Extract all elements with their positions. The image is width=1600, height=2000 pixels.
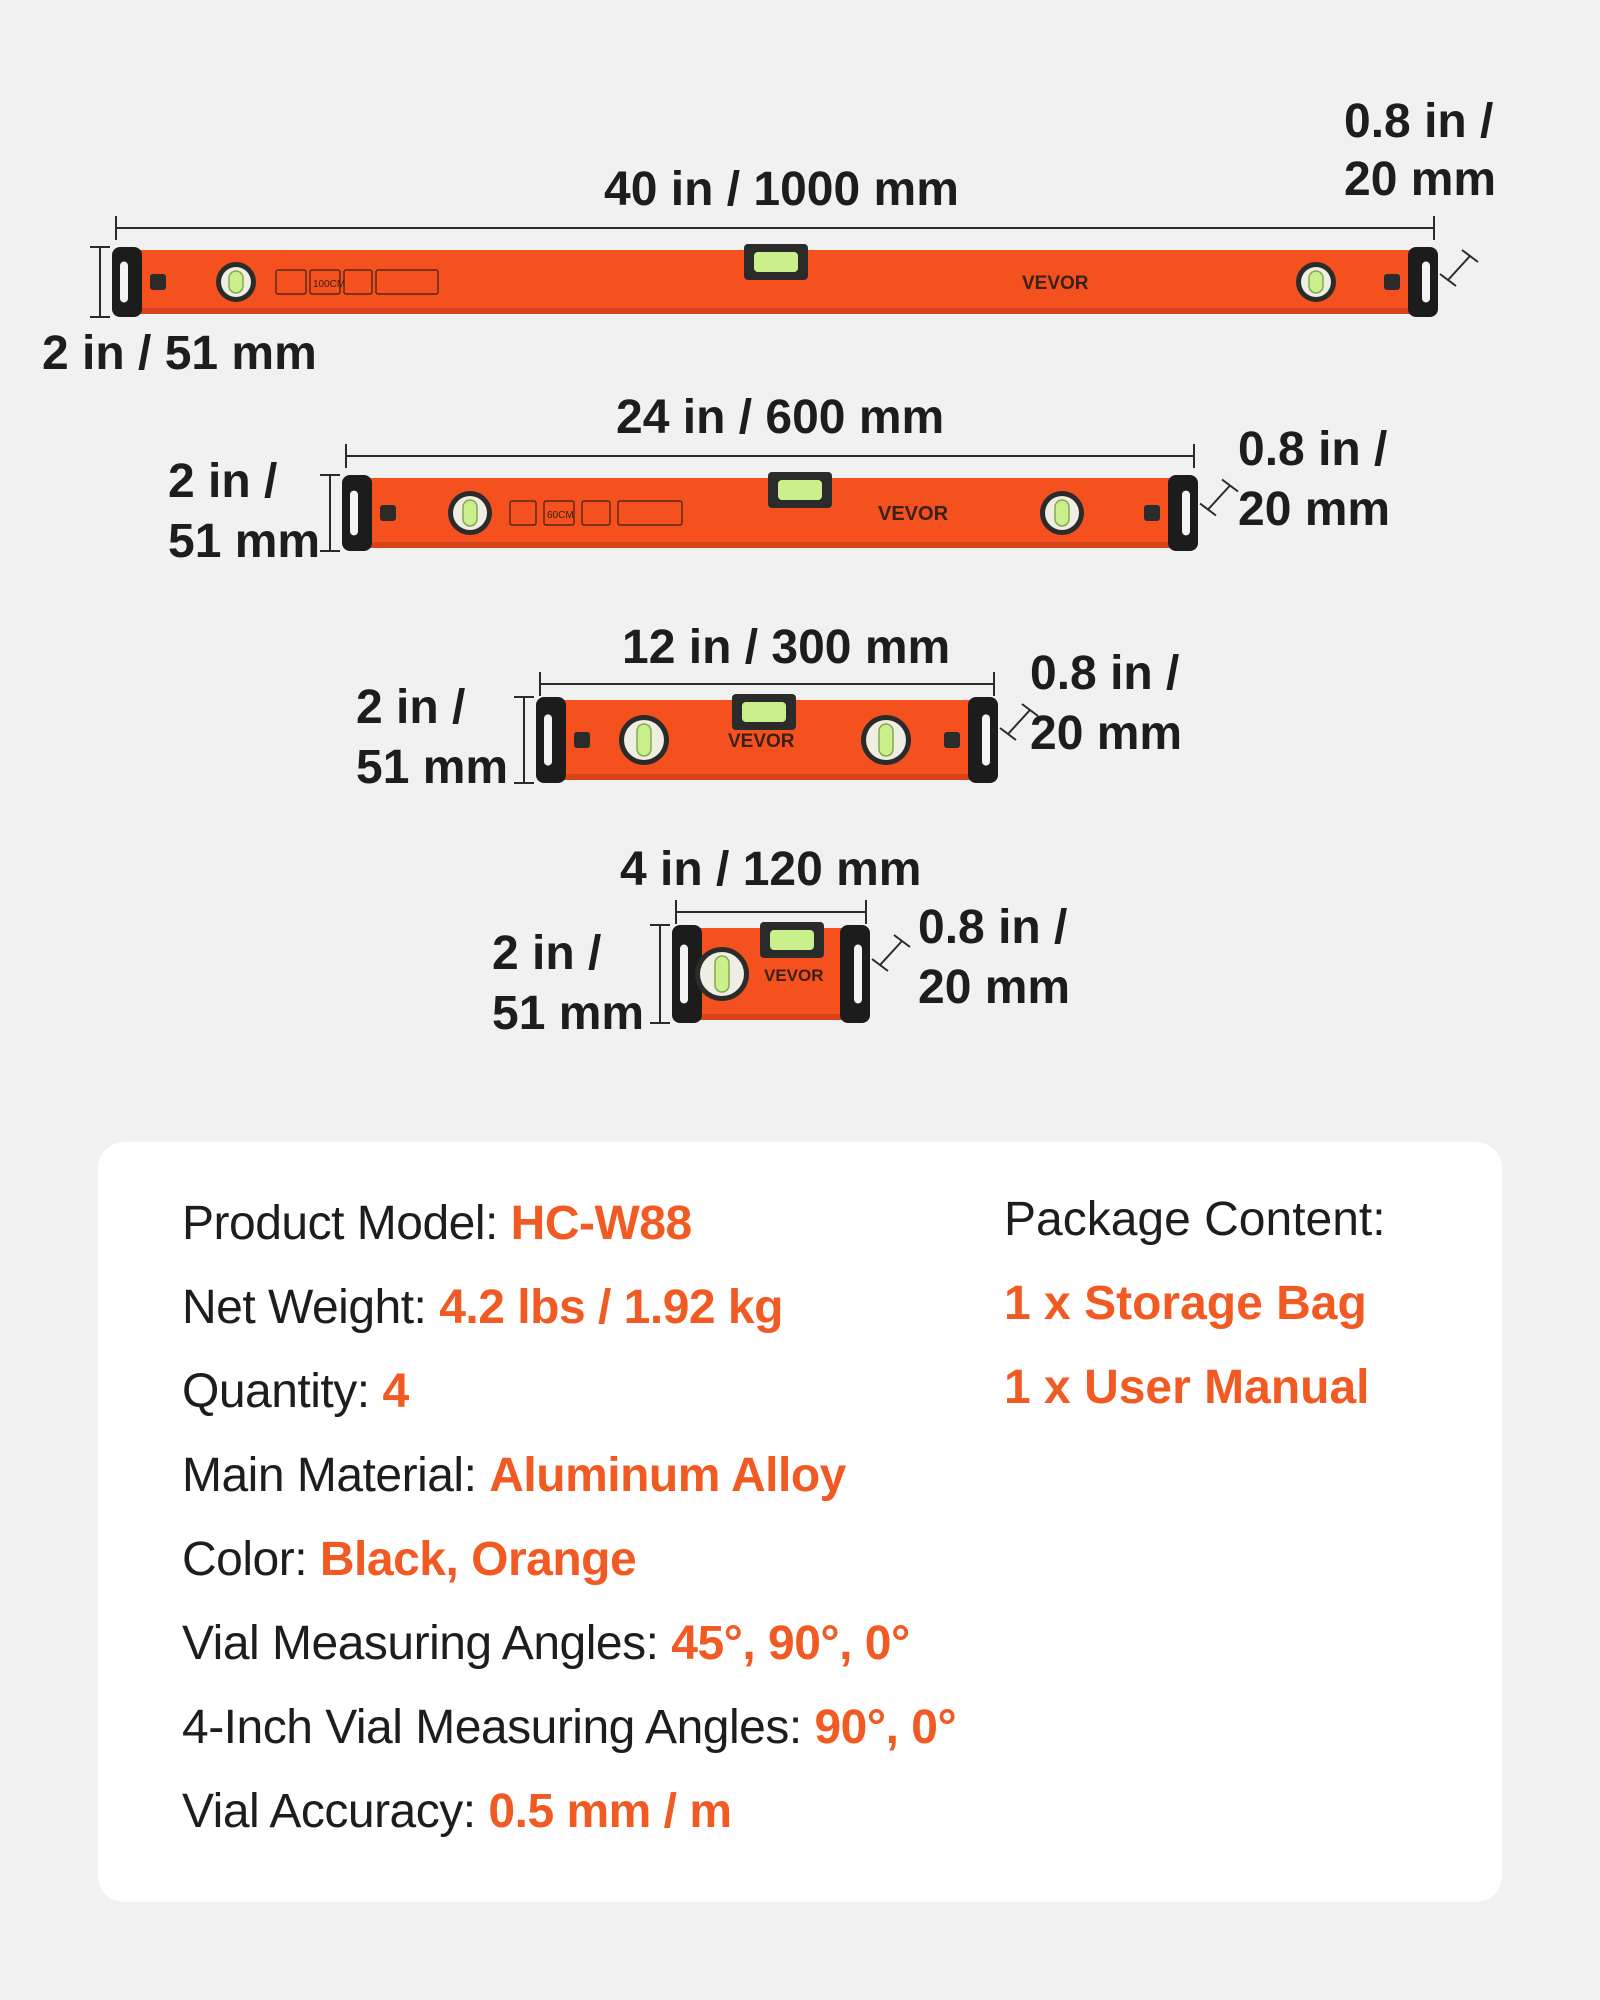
level-4 (650, 900, 910, 1023)
spec-value: 4 (382, 1365, 409, 1418)
end-cap-slot (120, 262, 128, 303)
spec-label: Product Model: (182, 1197, 511, 1250)
vial-tube (463, 500, 477, 526)
spec-quantity (182, 1362, 409, 1422)
end-cap-slot (680, 945, 688, 1004)
spec-value: Aluminum Alloy (489, 1449, 846, 1502)
spec-value: HC-W88 (510, 1197, 692, 1250)
end-cap-slot (854, 945, 862, 1004)
end-cap-slot (350, 491, 358, 536)
level-24-height-line1: 2 in / (168, 455, 278, 508)
marking-text: 60CM (547, 510, 574, 521)
level-24-length-label: 24 in / 600 mm (616, 391, 945, 444)
vial-tube (1309, 271, 1323, 293)
spec-label: Vial Accuracy: (182, 1785, 489, 1838)
level-12-height-line1: 2 in / (356, 681, 466, 734)
level-4-thickness-line1: 0.8 in / (918, 901, 1068, 954)
level-40 (90, 216, 1478, 317)
spec-vial-accuracy (182, 1782, 732, 1842)
level-24 (320, 444, 1238, 551)
end-cap-slot (1182, 491, 1190, 536)
level-12-length-label: 12 in / 300 mm (622, 621, 951, 674)
marking-text: 100CM (313, 279, 346, 290)
thickness-dimension-line (880, 941, 902, 965)
package-item-storage-bag: 1 x Storage Bag (1004, 1277, 1367, 1330)
level-4-height-line2: 51 mm (492, 987, 645, 1040)
grip-mark (380, 505, 396, 521)
spec-value: 0.5 mm / m (488, 1785, 732, 1838)
thickness-dimension-tick (894, 935, 910, 947)
spec-value: 90°, 0° (814, 1701, 957, 1754)
spec-product-model (182, 1194, 692, 1254)
vial-tube (715, 956, 729, 992)
thickness-dimension-tick (1462, 250, 1478, 262)
grip-mark (1144, 505, 1160, 521)
thickness-dimension-tick (1200, 504, 1216, 516)
level-24-thickness-line2: 20 mm (1238, 483, 1391, 536)
spec-color (182, 1530, 636, 1590)
top-vial (754, 252, 798, 272)
level-40-length-label: 40 in / 1000 mm (604, 163, 959, 216)
brand-logo: VEVOR (878, 503, 949, 525)
thickness-dimension-line (1008, 710, 1030, 734)
spec-value: Black, Orange (319, 1533, 637, 1586)
level-body-shade (346, 542, 1194, 548)
level-body-shade (676, 1014, 866, 1020)
level-12 (514, 672, 1038, 783)
end-cap-slot (544, 714, 552, 765)
spec-label: 4-Inch Vial Measuring Angles: (182, 1701, 815, 1754)
specifications-card (98, 1142, 1502, 1902)
spec-label: Main Material: (182, 1449, 490, 1502)
spec-label: Quantity: (182, 1365, 383, 1418)
brand-logo: VEVOR (764, 966, 824, 985)
level-12-thickness-line1: 0.8 in / (1030, 647, 1180, 700)
grip-mark (574, 732, 590, 748)
package-content-title: Package Content: (1004, 1193, 1386, 1246)
level-24-thickness-line1: 0.8 in / (1238, 423, 1388, 476)
level-12-thickness-line2: 20 mm (1030, 707, 1183, 760)
level-40-thickness-line2: 20 mm (1344, 153, 1497, 206)
spec-label: Color: (182, 1533, 320, 1586)
spec-value: 4.2 lbs / 1.92 kg (439, 1281, 783, 1334)
level-12-height-line2: 51 mm (356, 741, 509, 794)
level-4-length-label: 4 in / 120 mm (620, 843, 922, 896)
spec-label: Vial Measuring Angles: (182, 1617, 672, 1670)
brand-logo: VEVOR (1022, 273, 1089, 294)
thickness-dimension-line (1448, 256, 1470, 280)
spec-label: Net Weight: (182, 1281, 440, 1334)
end-cap-slot (982, 714, 990, 765)
top-vial (770, 930, 814, 950)
spec-4inch-vial-angles (182, 1698, 956, 1758)
thickness-dimension-tick (1440, 274, 1456, 286)
level-40-thickness-line1: 0.8 in / (1344, 95, 1494, 148)
level-24-height-line2: 51 mm (168, 515, 321, 568)
thickness-dimension-tick (1000, 728, 1016, 740)
spec-net-weight (182, 1278, 783, 1338)
thickness-dimension-tick (1222, 480, 1238, 492)
vial-tube (637, 724, 651, 756)
level-4-height-line1: 2 in / (492, 927, 602, 980)
thickness-dimension-line (1208, 486, 1230, 510)
grip-mark (944, 732, 960, 748)
vial-tube (879, 724, 893, 756)
level-body-shade (116, 308, 1434, 314)
package-item-user-manual: 1 x User Manual (1004, 1361, 1370, 1414)
level-body-shade (540, 774, 994, 780)
brand-logo: VEVOR (728, 731, 795, 752)
top-vial (742, 702, 786, 722)
level-4-thickness-line2: 20 mm (918, 961, 1071, 1014)
spec-vial-angles (182, 1614, 910, 1674)
grip-mark (150, 274, 166, 290)
level-40-height-label: 2 in / 51 mm (42, 327, 317, 380)
vial-tube (229, 271, 243, 293)
top-vial (778, 480, 822, 500)
thickness-dimension-tick (872, 959, 888, 971)
spec-value: 45°, 90°, 0° (671, 1617, 910, 1670)
end-cap-slot (1422, 262, 1430, 303)
spec-main-material (182, 1446, 846, 1506)
grip-mark (1384, 274, 1400, 290)
vial-tube (1055, 500, 1069, 526)
